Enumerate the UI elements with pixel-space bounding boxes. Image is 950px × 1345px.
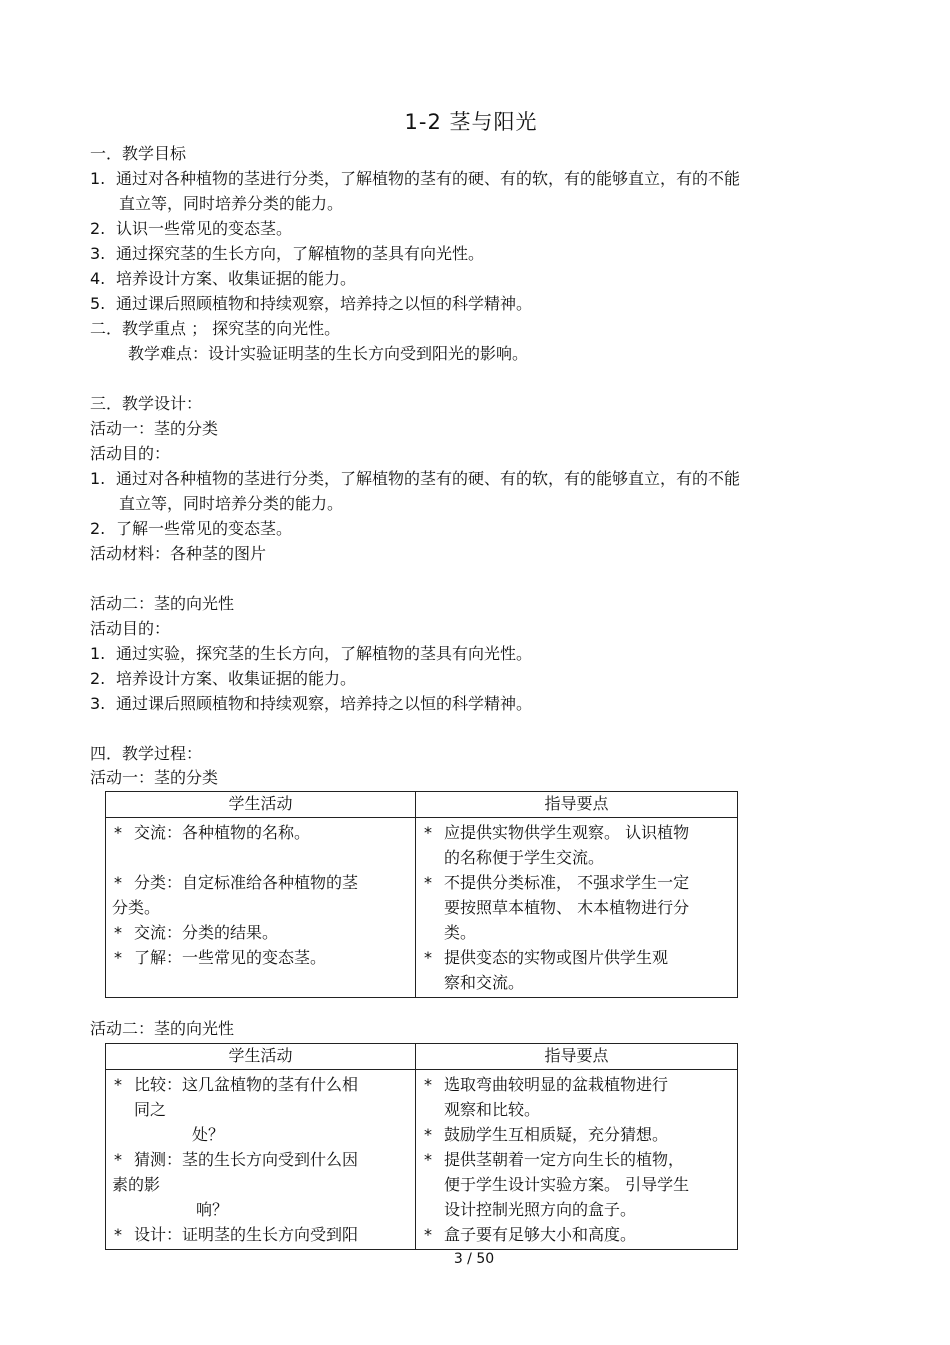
list-item (90, 468, 740, 490)
list-item (90, 168, 740, 190)
guidance-cell: * 选取弯曲较明显的盆栽植物进行 观察和比较。 * 鼓励学生互相质疑，充分猜想。 * 提供茎朝着一定方向生长的植物， 便于学生设计实验方案。 引导学生 设计控制光照方向的盒子。 * 盒子要有足够大小和高度。 (416, 1070, 738, 1250)
activity-title: 活动一：茎的分类 (90, 768, 219, 787)
item-text: 培养设计方案、收集证据的能力。 (116, 669, 357, 688)
list-item-continuation: 直立等，同时培养分类的能力。 (119, 494, 344, 513)
activity-goal-label: 活动目的： (90, 444, 171, 463)
section-heading-objectives: 一．教学目标 (90, 144, 187, 163)
section-heading-process: 四．教学过程： (90, 744, 203, 763)
table-row (106, 818, 738, 998)
table-header-row (106, 792, 738, 818)
section-heading-key-point: 二．教学重点 ； 探究茎的向光性。 (90, 319, 341, 338)
item-text: 通过探究茎的生长方向，了解植物的茎具有向光性。 (116, 244, 485, 263)
page-number: 3 / 50 (453, 1251, 495, 1267)
table-row (106, 1070, 738, 1250)
item-number: 1. (90, 644, 106, 663)
item-number: 1. (90, 169, 106, 188)
student-activity-cell: * 交流：各种植物的名称。 * 分类：自定标准给各种植物的茎 分类。 * 交流：分类的结果。 * 了解：一些常见的变态茎。 (106, 818, 416, 998)
activity-title: 活动二：茎的向光性 (90, 1019, 235, 1038)
student-item: * 设计：证明茎的生长方向受到阳 (114, 1225, 359, 1244)
activity-materials: 活动材料：各种茎的图片 (90, 544, 267, 563)
column-header-guide: 指导要点 (416, 792, 738, 818)
column-header-student: 学生活动 (106, 792, 416, 818)
student-item: * 交流：分类的结果。 (114, 923, 279, 942)
list-item (90, 243, 484, 265)
page-title: 1-2 茎与阳光 (404, 110, 538, 134)
list-item (90, 668, 356, 690)
guide-item: * 鼓励学生互相质疑，充分猜想。 (424, 1125, 669, 1144)
student-item: * 交流：各种植物的名称。 (114, 823, 311, 842)
activity-title: 活动一：茎的分类 (90, 419, 219, 438)
list-item (90, 218, 292, 240)
item-text: 了解一些常见的变态茎。 (116, 519, 293, 538)
student-item: * 猜测：茎的生长方向受到什么因 (114, 1150, 359, 1169)
item-text: 通过对各种植物的茎进行分类，了解植物的茎有的硬、有的软，有的能够直立，有的不能 (116, 469, 741, 488)
guidance-cell: * 应提供实物供学生观察。 认识植物 的名称便于学生交流。 * 不提供分类标准， 不强求学生一定 要按照草本植物、 木本植物进行分 类。 * 提供变态的实物或图片供学生观 察和交流。 (416, 818, 738, 998)
column-header-student: 学生活动 (106, 1044, 416, 1070)
guide-item: * 提供变态的实物或图片供学生观 (424, 948, 669, 967)
table-header-row (106, 1044, 738, 1070)
list-item-continuation: 直立等，同时培养分类的能力。 (119, 194, 344, 213)
item-number: 2. (90, 669, 106, 688)
guide-item: * 选取弯曲较明显的盆栽植物进行 (424, 1075, 669, 1094)
item-text: 通过课后照顾植物和持续观察，培养持之以恒的科学精神。 (116, 294, 533, 313)
list-item (90, 643, 532, 665)
item-text: 认识一些常见的变态茎。 (116, 219, 293, 238)
activity2-table (105, 1043, 738, 1250)
item-number: 3. (90, 244, 106, 263)
guide-item: * 不提供分类标准， 不强求学生一定 (424, 873, 690, 892)
student-item: * 了解：一些常见的变态茎。 (114, 948, 327, 967)
item-number: 2. (90, 219, 106, 238)
item-text: 通过实验，探究茎的生长方向，了解植物的茎具有向光性。 (116, 644, 533, 663)
guide-item: * 应提供实物供学生观察。 认识植物 (424, 823, 690, 842)
item-number: 3. (90, 694, 106, 713)
list-item (90, 518, 292, 540)
list-item (90, 693, 532, 715)
activity-title: 活动二：茎的向光性 (90, 594, 235, 613)
item-text: 通过课后照顾植物和持续观察，培养持之以恒的科学精神。 (116, 694, 533, 713)
activity-goal-label: 活动目的： (90, 619, 171, 638)
student-item: * 分类：自定标准给各种植物的茎 (114, 873, 359, 892)
item-number: 4. (90, 269, 106, 288)
student-item: * 比较：这几盆植物的茎有什么相 (114, 1075, 359, 1094)
teaching-difficulty: 教学难点：设计实验证明茎的生长方向受到阳光的影响。 (128, 344, 529, 363)
item-text: 通过对各种植物的茎进行分类，了解植物的茎有的硬、有的软，有的能够直立，有的不能 (116, 169, 741, 188)
guide-item: * 提供茎朝着一定方向生长的植物， (424, 1150, 685, 1169)
column-header-guide: 指导要点 (416, 1044, 738, 1070)
section-heading-design: 三．教学设计： (90, 394, 203, 413)
item-number: 1. (90, 469, 106, 488)
item-number: 2. (90, 519, 106, 538)
list-item (90, 293, 532, 315)
item-number: 5. (90, 294, 106, 313)
list-item (90, 268, 356, 290)
guide-item: * 盒子要有足够大小和高度。 (424, 1225, 637, 1244)
activity1-table (105, 791, 738, 998)
item-text: 培养设计方案、收集证据的能力。 (116, 269, 357, 288)
student-activity-cell: * 比较：这几盆植物的茎有什么相 同之 处？ * 猜测：茎的生长方向受到什么因 素的影 响？ * 设计：证明茎的生长方向受到阳 (106, 1070, 416, 1250)
